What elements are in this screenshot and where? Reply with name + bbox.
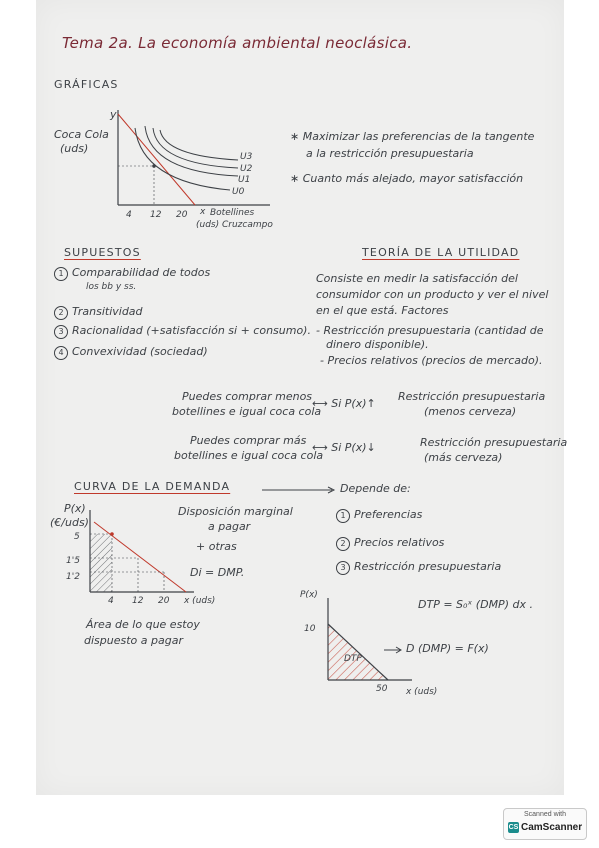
graficas-heading: GRÁFICAS (54, 78, 119, 91)
depende-2-text: Precios relativos (354, 536, 445, 549)
dep-num-1: 1 (336, 509, 350, 523)
depende-1 (336, 508, 422, 523)
depende-1-text: Preferencias (354, 508, 423, 521)
supuesto-2 (54, 305, 143, 320)
area-note-2: dispuesto a pagar (84, 634, 183, 647)
dtp-y-label: P(x) (300, 590, 318, 600)
y-letter: y (110, 108, 117, 121)
dtp-x-label: x (uds) (406, 687, 438, 697)
area-hatch (90, 534, 112, 592)
dtp-x-tick: 50 (376, 684, 388, 694)
comp-2-arrow: ⟷ Si P(x)↓ (312, 441, 376, 454)
dtp-formula-2: D (DMP) = F(x) (406, 642, 489, 655)
badge-brand (508, 822, 582, 833)
demanda-x-tick-4: 4 (108, 596, 114, 606)
teoria-line-2: consumidor con un producto y ver el nivel (316, 288, 549, 301)
x-tick-12: 12 (150, 210, 162, 220)
x-letter: x (200, 207, 206, 217)
demanda-y-tick-12: 1'2 (66, 572, 80, 582)
page-title: Tema 2a. La economía ambiental neoclásica. (62, 34, 413, 52)
teoria-line-1: Consiste en medir la satisfacción del (316, 272, 518, 285)
demanda-y-tick-5: 5 (74, 532, 80, 542)
demand-point-1 (110, 532, 114, 536)
badge-brand-text: CamScanner (521, 822, 583, 834)
area-note-1: Área de lo que estoy (86, 618, 200, 631)
comp-2-right-1: Restricción presupuestaria (420, 436, 568, 449)
dtp-y-tick: 10 (304, 624, 316, 634)
dep-num-2: 2 (336, 537, 350, 551)
disposicion-2: a pagar (208, 520, 251, 533)
comp-2-left-1: Puedes comprar más (190, 434, 307, 447)
teoria-heading: TEORÍA DE LA UTILIDAD (362, 246, 520, 259)
camscanner-icon: CS (508, 824, 519, 831)
comp-2-right-2: (más cerveza) (424, 451, 503, 464)
x-label-1: Botellines (210, 208, 255, 218)
demanda-heading: CURVA DE LA DEMANDA (74, 480, 231, 493)
budget-line (118, 114, 195, 205)
curve-label-u1: U1 (238, 175, 251, 185)
curve-label-u3: U3 (240, 152, 253, 162)
supuesto-4-text: Convexividad (sociedad) (72, 345, 208, 358)
supuesto-1 (54, 266, 210, 281)
curve-u2 (153, 128, 238, 168)
demanda-y-label-2: (€/uds) (50, 516, 89, 529)
supuesto-1-text: Comparabilidad de todos (72, 266, 211, 279)
factor-2: - Precios relativos (precios de mercado). (320, 354, 543, 367)
comp-1-left-1: Puedes comprar menos (182, 390, 313, 403)
x-tick-4: 4 (126, 210, 132, 220)
di-label: Di = DMP. (190, 566, 245, 579)
supuestos-heading: SUPUESTOS (64, 246, 141, 259)
comp-1-arrow: ⟷ Si P(x)↑ (312, 397, 376, 410)
arrow-to-depende (262, 486, 338, 494)
factor-1: - Restricción presupuestaria (cantidad de (316, 324, 544, 337)
comp-1-right-1: Restricción presupuestaria (398, 390, 546, 403)
bullet-1-cont: a la restricción presupuestaria (306, 147, 474, 160)
curve-label-u2: U2 (240, 164, 253, 174)
camscanner-badge (503, 808, 587, 840)
num-3: 3 (54, 325, 68, 339)
bullet-2: ∗ Cuanto más alejado, mayor satisfacción (290, 172, 524, 185)
bullet-1: ∗ Maximizar las preferencias de la tangente (290, 130, 535, 143)
y-label-2: (uds) (60, 142, 89, 155)
supuesto-3 (54, 324, 311, 339)
teoria-line-3: en el que está. Factores (316, 304, 449, 317)
demand-graph (86, 510, 196, 600)
arrow-to-formula (384, 646, 404, 654)
demanda-y-label-1: P(x) (64, 502, 86, 515)
demanda-y-tick-15: 1'5 (66, 556, 80, 566)
x-label-2: (uds) Cruzcampo (196, 220, 273, 230)
demanda-x-label: x (uds) (184, 596, 216, 606)
curve-u3 (160, 130, 238, 160)
depende-label: Depende de: (340, 482, 411, 495)
dtp-formula-1: DTP = S₀ˣ (DMP) dx . (418, 598, 533, 611)
supuesto-3-text: Racionalidad (+satisfacción si + consumo). (72, 324, 311, 337)
num-2: 2 (54, 306, 68, 320)
comp-1-left-2: botellines e igual coca cola (172, 405, 322, 418)
supuesto-1-text2: los bb y ss. (86, 282, 137, 292)
curve-label-u0: U0 (232, 187, 245, 197)
supuesto-4 (54, 345, 208, 360)
y-label-1: Coca Cola (54, 128, 109, 141)
dtp-area-label: DTP (344, 654, 362, 664)
tangent-point (152, 164, 156, 168)
depende-3 (336, 560, 501, 575)
x-tick-20: 20 (176, 210, 188, 220)
depende-3-text: Restricción presupuestaria (354, 560, 502, 573)
dtp-graph (324, 598, 414, 688)
badge-top-text: Scanned with (523, 811, 567, 818)
comp-2-left-2: botellines e igual coca cola (174, 449, 324, 462)
demanda-x-tick-20: 20 (158, 596, 170, 606)
demanda-x-tick-12: 12 (132, 596, 144, 606)
disposicion-1: Disposición marginal (178, 505, 293, 518)
comp-1-right-2: (menos cerveza) (424, 405, 517, 418)
depende-2 (336, 536, 444, 551)
factor-1-cont: dinero disponible). (326, 338, 429, 351)
num-1: 1 (54, 267, 68, 281)
dep-num-3: 3 (336, 561, 350, 575)
supuesto-2-text: Transitividad (72, 305, 143, 318)
num-4: 4 (54, 346, 68, 360)
otras-label: + otras (196, 540, 237, 553)
